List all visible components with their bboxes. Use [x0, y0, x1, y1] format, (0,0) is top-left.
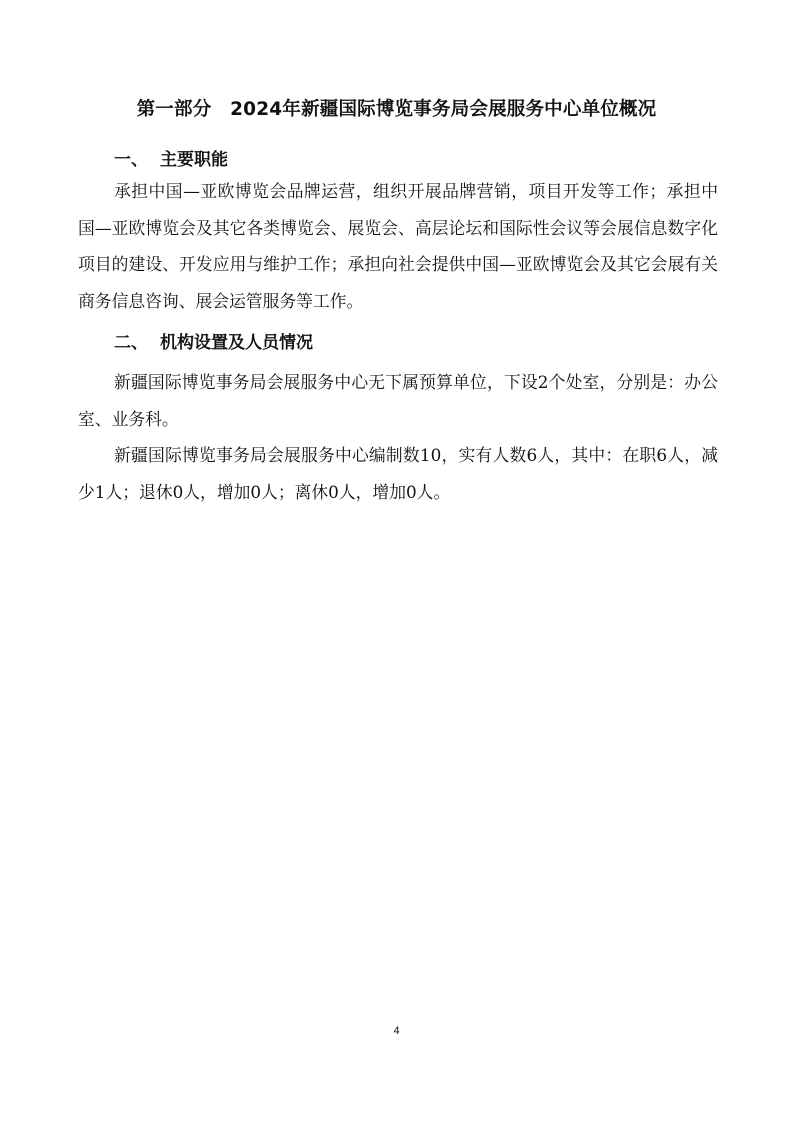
section-number: 二、: [114, 333, 148, 353]
paragraph-staffing: 新疆国际博览事务局会展服务中心编制数10，实有人数6人，其中：在职6人，减少1人；退休0人，增加0人；离休0人，增加0人。: [78, 445, 718, 502]
section-heading-organization: [114, 328, 313, 358]
page-title: 第一部分 2024年新疆国际博览事务局会展服务中心单位概况: [136, 99, 657, 120]
section-number: 一、: [114, 150, 148, 170]
section-heading-text: 机构设置及人员情况: [160, 333, 313, 353]
section-heading-text: 主要职能: [160, 150, 228, 170]
page-number: 4: [393, 1025, 400, 1037]
paragraph-structure: 新疆国际博览事务局会展服务中心无下属预算单位，下设2个处室，分别是：办公室、业务科。: [78, 372, 718, 429]
paragraph-functions: 承担中国—亚欧博览会品牌运营，组织开展品牌营销，项目开发等工作；承担中国—亚欧博览会及其它各类博览会、展览会、高层论坛和国际性会议等会展信息数字化项目的建设、开发应用与维护工作；承担向社会提供中国—亚欧博览会及其它会展有关商务信息咨询、展会运管服务等工作。: [78, 181, 718, 311]
section-heading-functions: [114, 145, 228, 175]
